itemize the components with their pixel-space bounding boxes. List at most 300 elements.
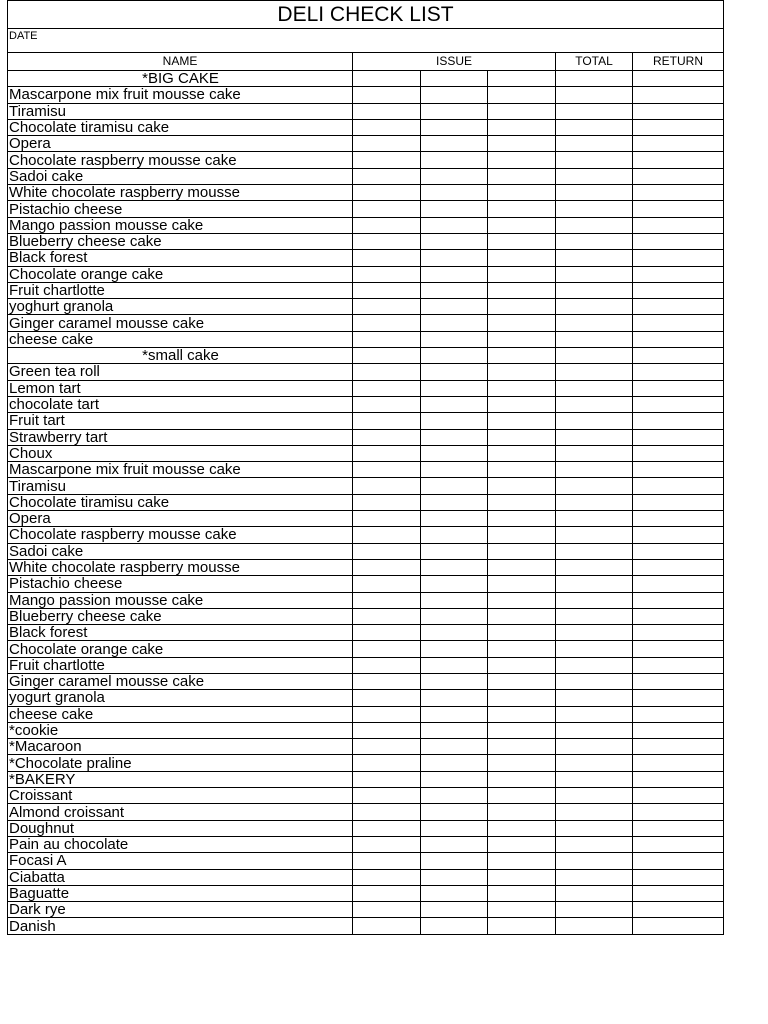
- return-cell[interactable]: [633, 739, 724, 755]
- issue-cell-1[interactable]: [353, 136, 421, 152]
- return-cell[interactable]: [633, 608, 724, 624]
- total-cell[interactable]: [556, 608, 633, 624]
- total-cell[interactable]: [556, 185, 633, 201]
- return-cell[interactable]: [633, 250, 724, 266]
- issue-cell-2[interactable]: [421, 396, 488, 412]
- issue-cell-1[interactable]: [353, 299, 421, 315]
- total-cell[interactable]: [556, 250, 633, 266]
- issue-cell-1[interactable]: [353, 217, 421, 233]
- item-name-cell: Choux: [8, 445, 353, 461]
- total-cell[interactable]: [556, 543, 633, 559]
- total-cell[interactable]: [556, 511, 633, 527]
- issue-cell-2[interactable]: [421, 348, 488, 364]
- total-cell[interactable]: [556, 527, 633, 543]
- return-cell[interactable]: [633, 853, 724, 869]
- return-cell[interactable]: [633, 820, 724, 836]
- total-cell[interactable]: [556, 136, 633, 152]
- total-cell[interactable]: [556, 282, 633, 298]
- issue-cell-1[interactable]: [353, 103, 421, 119]
- item-name-cell: Ginger caramel mousse cake: [8, 673, 353, 689]
- issue-cell-2[interactable]: [421, 315, 488, 331]
- table-row: [8, 690, 724, 706]
- return-cell[interactable]: [633, 136, 724, 152]
- issue-cell-2[interactable]: [421, 185, 488, 201]
- issue-cell-3[interactable]: [488, 185, 556, 201]
- issue-cell-1[interactable]: [353, 185, 421, 201]
- issue-cell-3[interactable]: [488, 771, 556, 787]
- issue-cell-1[interactable]: [353, 836, 421, 852]
- return-cell[interactable]: [633, 869, 724, 885]
- total-cell[interactable]: [556, 657, 633, 673]
- issue-cell-1[interactable]: [353, 788, 421, 804]
- return-cell[interactable]: [633, 185, 724, 201]
- issue-cell-3[interactable]: [488, 87, 556, 103]
- issue-cell-1[interactable]: [353, 315, 421, 331]
- total-cell[interactable]: [556, 869, 633, 885]
- total-cell[interactable]: [556, 168, 633, 184]
- total-cell[interactable]: [556, 804, 633, 820]
- issue-cell-2[interactable]: [421, 755, 488, 771]
- issue-cell-2[interactable]: [421, 820, 488, 836]
- table-row: [8, 282, 724, 298]
- issue-cell-3[interactable]: [488, 250, 556, 266]
- return-cell[interactable]: [633, 625, 724, 641]
- total-cell[interactable]: [556, 233, 633, 249]
- total-cell[interactable]: [556, 299, 633, 315]
- issue-cell-2[interactable]: [421, 625, 488, 641]
- item-name-cell: Opera: [8, 511, 353, 527]
- return-cell[interactable]: [633, 559, 724, 575]
- issue-cell-3[interactable]: [488, 690, 556, 706]
- issue-cell-1[interactable]: [353, 559, 421, 575]
- issue-cell-1[interactable]: [353, 657, 421, 673]
- item-name-cell: Sadoi cake: [8, 543, 353, 559]
- total-cell[interactable]: [556, 380, 633, 396]
- issue-cell-1[interactable]: [353, 690, 421, 706]
- issue-cell-1[interactable]: [353, 592, 421, 608]
- item-name-cell: Dark rye: [8, 902, 353, 918]
- return-cell[interactable]: [633, 429, 724, 445]
- issue-cell-1[interactable]: [353, 168, 421, 184]
- total-cell[interactable]: [556, 722, 633, 738]
- issue-cell-3[interactable]: [488, 885, 556, 901]
- issue-cell-2[interactable]: [421, 902, 488, 918]
- issue-cell-1[interactable]: [353, 331, 421, 347]
- issue-cell-3[interactable]: [488, 103, 556, 119]
- issue-cell-3[interactable]: [488, 201, 556, 217]
- issue-cell-1[interactable]: [353, 87, 421, 103]
- issue-cell-1[interactable]: [353, 445, 421, 461]
- return-cell[interactable]: [633, 478, 724, 494]
- issue-cell-2[interactable]: [421, 543, 488, 559]
- total-cell[interactable]: [556, 755, 633, 771]
- issue-cell-1[interactable]: [353, 918, 421, 934]
- issue-cell-1[interactable]: [353, 478, 421, 494]
- issue-cell-1[interactable]: [353, 201, 421, 217]
- issue-cell-2[interactable]: [421, 869, 488, 885]
- issue-cell-2[interactable]: [421, 103, 488, 119]
- total-cell[interactable]: [556, 625, 633, 641]
- item-name-cell: *BIG CAKE: [8, 71, 353, 87]
- issue-cell-1[interactable]: [353, 608, 421, 624]
- return-cell[interactable]: [633, 527, 724, 543]
- total-cell[interactable]: [556, 641, 633, 657]
- issue-cell-2[interactable]: [421, 641, 488, 657]
- total-cell[interactable]: [556, 494, 633, 510]
- issue-cell-3[interactable]: [488, 119, 556, 135]
- return-cell[interactable]: [633, 396, 724, 412]
- return-cell[interactable]: [633, 543, 724, 559]
- total-cell[interactable]: [556, 592, 633, 608]
- issue-cell-2[interactable]: [421, 299, 488, 315]
- total-cell[interactable]: [556, 331, 633, 347]
- issue-cell-3[interactable]: [488, 299, 556, 315]
- issue-cell-1[interactable]: [353, 820, 421, 836]
- issue-cell-1[interactable]: [353, 804, 421, 820]
- return-cell[interactable]: [633, 217, 724, 233]
- issue-cell-1[interactable]: [353, 902, 421, 918]
- item-name-cell: chocolate tart: [8, 396, 353, 412]
- issue-cell-2[interactable]: [421, 804, 488, 820]
- issue-cell-1[interactable]: [353, 625, 421, 641]
- issue-cell-3[interactable]: [488, 853, 556, 869]
- issue-cell-3[interactable]: [488, 494, 556, 510]
- item-name-cell: *small cake: [8, 348, 353, 364]
- issue-cell-3[interactable]: [488, 706, 556, 722]
- issue-cell-2[interactable]: [421, 462, 488, 478]
- issue-cell-1[interactable]: [353, 250, 421, 266]
- issue-cell-1[interactable]: [353, 71, 421, 87]
- issue-cell-1[interactable]: [353, 511, 421, 527]
- issue-cell-3[interactable]: [488, 755, 556, 771]
- issue-cell-2[interactable]: [421, 608, 488, 624]
- issue-cell-2[interactable]: [421, 739, 488, 755]
- issue-cell-2[interactable]: [421, 71, 488, 87]
- title-row: [8, 1, 724, 29]
- issue-cell-1[interactable]: [353, 527, 421, 543]
- return-cell[interactable]: [633, 494, 724, 510]
- issue-cell-3[interactable]: [488, 608, 556, 624]
- issue-cell-2[interactable]: [421, 706, 488, 722]
- total-cell[interactable]: [556, 462, 633, 478]
- return-cell[interactable]: [633, 657, 724, 673]
- issue-cell-2[interactable]: [421, 690, 488, 706]
- item-name-cell: yogurt granola: [8, 690, 353, 706]
- issue-cell-3[interactable]: [488, 739, 556, 755]
- issue-cell-3[interactable]: [488, 836, 556, 852]
- issue-cell-2[interactable]: [421, 527, 488, 543]
- issue-cell-1[interactable]: [353, 462, 421, 478]
- item-name-cell: *BAKERY: [8, 771, 353, 787]
- issue-cell-2[interactable]: [421, 445, 488, 461]
- issue-cell-3[interactable]: [488, 136, 556, 152]
- total-cell[interactable]: [556, 217, 633, 233]
- issue-cell-2[interactable]: [421, 592, 488, 608]
- total-cell[interactable]: [556, 396, 633, 412]
- issue-cell-3[interactable]: [488, 788, 556, 804]
- item-name-cell: Blueberry cheese cake: [8, 233, 353, 249]
- total-column-header: TOTAL: [556, 53, 633, 71]
- issue-cell-3[interactable]: [488, 804, 556, 820]
- total-cell[interactable]: [556, 266, 633, 282]
- issue-cell-2[interactable]: [421, 722, 488, 738]
- issue-cell-1[interactable]: [353, 494, 421, 510]
- issue-cell-3[interactable]: [488, 282, 556, 298]
- issue-cell-3[interactable]: [488, 266, 556, 282]
- issue-cell-1[interactable]: [353, 771, 421, 787]
- issue-cell-3[interactable]: [488, 364, 556, 380]
- issue-cell-2[interactable]: [421, 331, 488, 347]
- issue-column-header: ISSUE: [353, 53, 556, 71]
- issue-cell-2[interactable]: [421, 885, 488, 901]
- total-cell[interactable]: [556, 201, 633, 217]
- item-name-cell: Mango passion mousse cake: [8, 592, 353, 608]
- issue-cell-1[interactable]: [353, 755, 421, 771]
- issue-cell-2[interactable]: [421, 576, 488, 592]
- return-cell[interactable]: [633, 592, 724, 608]
- issue-cell-1[interactable]: [353, 429, 421, 445]
- issue-cell-3[interactable]: [488, 722, 556, 738]
- issue-cell-1[interactable]: [353, 380, 421, 396]
- return-cell[interactable]: [633, 918, 724, 934]
- total-cell[interactable]: [556, 478, 633, 494]
- issue-cell-1[interactable]: [353, 853, 421, 869]
- return-cell[interactable]: [633, 152, 724, 168]
- issue-cell-2[interactable]: [421, 511, 488, 527]
- return-cell[interactable]: [633, 462, 724, 478]
- issue-cell-3[interactable]: [488, 331, 556, 347]
- return-cell[interactable]: [633, 201, 724, 217]
- issue-cell-3[interactable]: [488, 592, 556, 608]
- total-cell[interactable]: [556, 364, 633, 380]
- issue-cell-2[interactable]: [421, 282, 488, 298]
- total-cell[interactable]: [556, 788, 633, 804]
- issue-cell-3[interactable]: [488, 152, 556, 168]
- issue-cell-2[interactable]: [421, 217, 488, 233]
- return-cell[interactable]: [633, 771, 724, 787]
- total-cell[interactable]: [556, 87, 633, 103]
- issue-cell-2[interactable]: [421, 853, 488, 869]
- issue-cell-2[interactable]: [421, 559, 488, 575]
- total-cell[interactable]: [556, 445, 633, 461]
- issue-cell-2[interactable]: [421, 478, 488, 494]
- total-cell[interactable]: [556, 103, 633, 119]
- issue-cell-3[interactable]: [488, 820, 556, 836]
- issue-cell-3[interactable]: [488, 348, 556, 364]
- issue-cell-1[interactable]: [353, 673, 421, 689]
- issue-cell-2[interactable]: [421, 657, 488, 673]
- return-cell[interactable]: [633, 266, 724, 282]
- total-cell[interactable]: [556, 739, 633, 755]
- total-cell[interactable]: [556, 413, 633, 429]
- issue-cell-3[interactable]: [488, 462, 556, 478]
- issue-cell-3[interactable]: [488, 576, 556, 592]
- issue-cell-2[interactable]: [421, 413, 488, 429]
- return-cell[interactable]: [633, 902, 724, 918]
- total-cell[interactable]: [556, 71, 633, 87]
- issue-cell-1[interactable]: [353, 119, 421, 135]
- issue-cell-3[interactable]: [488, 396, 556, 412]
- return-cell[interactable]: [633, 348, 724, 364]
- issue-cell-3[interactable]: [488, 217, 556, 233]
- table-row: [8, 429, 724, 445]
- return-cell[interactable]: [633, 836, 724, 852]
- return-cell[interactable]: [633, 299, 724, 315]
- return-cell[interactable]: [633, 71, 724, 87]
- issue-cell-1[interactable]: [353, 543, 421, 559]
- issue-cell-3[interactable]: [488, 511, 556, 527]
- return-cell[interactable]: [633, 706, 724, 722]
- issue-cell-2[interactable]: [421, 168, 488, 184]
- total-cell[interactable]: [556, 771, 633, 787]
- total-cell[interactable]: [556, 315, 633, 331]
- total-cell[interactable]: [556, 576, 633, 592]
- total-cell[interactable]: [556, 348, 633, 364]
- issue-cell-3[interactable]: [488, 625, 556, 641]
- issue-cell-2[interactable]: [421, 152, 488, 168]
- issue-cell-3[interactable]: [488, 902, 556, 918]
- table-row: [8, 413, 724, 429]
- issue-cell-3[interactable]: [488, 413, 556, 429]
- issue-cell-2[interactable]: [421, 136, 488, 152]
- item-name-cell: White chocolate raspberry mousse: [8, 185, 353, 201]
- return-cell[interactable]: [633, 673, 724, 689]
- issue-cell-2[interactable]: [421, 771, 488, 787]
- issue-cell-1[interactable]: [353, 885, 421, 901]
- total-cell[interactable]: [556, 836, 633, 852]
- return-cell[interactable]: [633, 445, 724, 461]
- total-cell[interactable]: [556, 673, 633, 689]
- issue-cell-3[interactable]: [488, 673, 556, 689]
- return-cell[interactable]: [633, 331, 724, 347]
- date-row: [8, 29, 724, 53]
- return-cell[interactable]: [633, 380, 724, 396]
- issue-cell-2[interactable]: [421, 494, 488, 510]
- total-cell[interactable]: [556, 820, 633, 836]
- issue-cell-1[interactable]: [353, 364, 421, 380]
- total-cell[interactable]: [556, 885, 633, 901]
- issue-cell-3[interactable]: [488, 71, 556, 87]
- table-row: [8, 820, 724, 836]
- issue-cell-3[interactable]: [488, 429, 556, 445]
- issue-cell-1[interactable]: [353, 722, 421, 738]
- return-cell[interactable]: [633, 804, 724, 820]
- issue-cell-1[interactable]: [353, 266, 421, 282]
- total-cell[interactable]: [556, 559, 633, 575]
- issue-cell-1[interactable]: [353, 641, 421, 657]
- issue-cell-2[interactable]: [421, 250, 488, 266]
- issue-cell-2[interactable]: [421, 836, 488, 852]
- issue-cell-3[interactable]: [488, 527, 556, 543]
- issue-cell-3[interactable]: [488, 918, 556, 934]
- issue-cell-3[interactable]: [488, 657, 556, 673]
- return-cell[interactable]: [633, 788, 724, 804]
- return-cell[interactable]: [633, 413, 724, 429]
- return-cell[interactable]: [633, 282, 724, 298]
- issue-cell-2[interactable]: [421, 788, 488, 804]
- issue-cell-1[interactable]: [353, 739, 421, 755]
- return-cell[interactable]: [633, 690, 724, 706]
- total-cell[interactable]: [556, 902, 633, 918]
- table-row: [8, 657, 724, 673]
- return-cell[interactable]: [633, 87, 724, 103]
- return-cell[interactable]: [633, 119, 724, 135]
- issue-cell-2[interactable]: [421, 364, 488, 380]
- item-name-cell: Sadoi cake: [8, 168, 353, 184]
- total-cell[interactable]: [556, 918, 633, 934]
- return-cell[interactable]: [633, 641, 724, 657]
- item-name-cell: cheese cake: [8, 331, 353, 347]
- issue-cell-2[interactable]: [421, 119, 488, 135]
- return-cell[interactable]: [633, 364, 724, 380]
- item-name-cell: Pistachio cheese: [8, 576, 353, 592]
- issue-cell-3[interactable]: [488, 380, 556, 396]
- issue-cell-3[interactable]: [488, 445, 556, 461]
- return-cell[interactable]: [633, 722, 724, 738]
- issue-cell-3[interactable]: [488, 478, 556, 494]
- issue-cell-1[interactable]: [353, 413, 421, 429]
- issue-cell-1[interactable]: [353, 706, 421, 722]
- return-cell[interactable]: [633, 576, 724, 592]
- issue-cell-2[interactable]: [421, 87, 488, 103]
- table-row: [8, 103, 724, 119]
- issue-cell-2[interactable]: [421, 673, 488, 689]
- issue-cell-2[interactable]: [421, 266, 488, 282]
- table-row: [8, 266, 724, 282]
- issue-cell-3[interactable]: [488, 559, 556, 575]
- return-cell[interactable]: [633, 511, 724, 527]
- total-cell[interactable]: [556, 706, 633, 722]
- return-cell[interactable]: [633, 755, 724, 771]
- issue-cell-3[interactable]: [488, 543, 556, 559]
- issue-cell-1[interactable]: [353, 348, 421, 364]
- table-row: [8, 771, 724, 787]
- issue-cell-1[interactable]: [353, 396, 421, 412]
- total-cell[interactable]: [556, 690, 633, 706]
- return-cell[interactable]: [633, 103, 724, 119]
- issue-cell-3[interactable]: [488, 233, 556, 249]
- issue-cell-2[interactable]: [421, 233, 488, 249]
- return-cell[interactable]: [633, 885, 724, 901]
- return-cell[interactable]: [633, 233, 724, 249]
- table-row: [8, 364, 724, 380]
- issue-cell-2[interactable]: [421, 429, 488, 445]
- issue-cell-1[interactable]: [353, 869, 421, 885]
- issue-cell-1[interactable]: [353, 282, 421, 298]
- total-cell[interactable]: [556, 853, 633, 869]
- issue-cell-3[interactable]: [488, 641, 556, 657]
- issue-cell-2[interactable]: [421, 201, 488, 217]
- issue-cell-1[interactable]: [353, 233, 421, 249]
- issue-cell-2[interactable]: [421, 918, 488, 934]
- issue-cell-3[interactable]: [488, 315, 556, 331]
- issue-cell-3[interactable]: [488, 168, 556, 184]
- return-cell[interactable]: [633, 168, 724, 184]
- item-name-cell: Mango passion mousse cake: [8, 217, 353, 233]
- table-row: [8, 478, 724, 494]
- total-cell[interactable]: [556, 429, 633, 445]
- issue-cell-1[interactable]: [353, 152, 421, 168]
- issue-cell-1[interactable]: [353, 576, 421, 592]
- issue-cell-2[interactable]: [421, 380, 488, 396]
- table-row: [8, 152, 724, 168]
- issue-cell-3[interactable]: [488, 869, 556, 885]
- table-row: [8, 511, 724, 527]
- return-cell[interactable]: [633, 315, 724, 331]
- total-cell[interactable]: [556, 152, 633, 168]
- total-cell[interactable]: [556, 119, 633, 135]
- table-row: [8, 836, 724, 852]
